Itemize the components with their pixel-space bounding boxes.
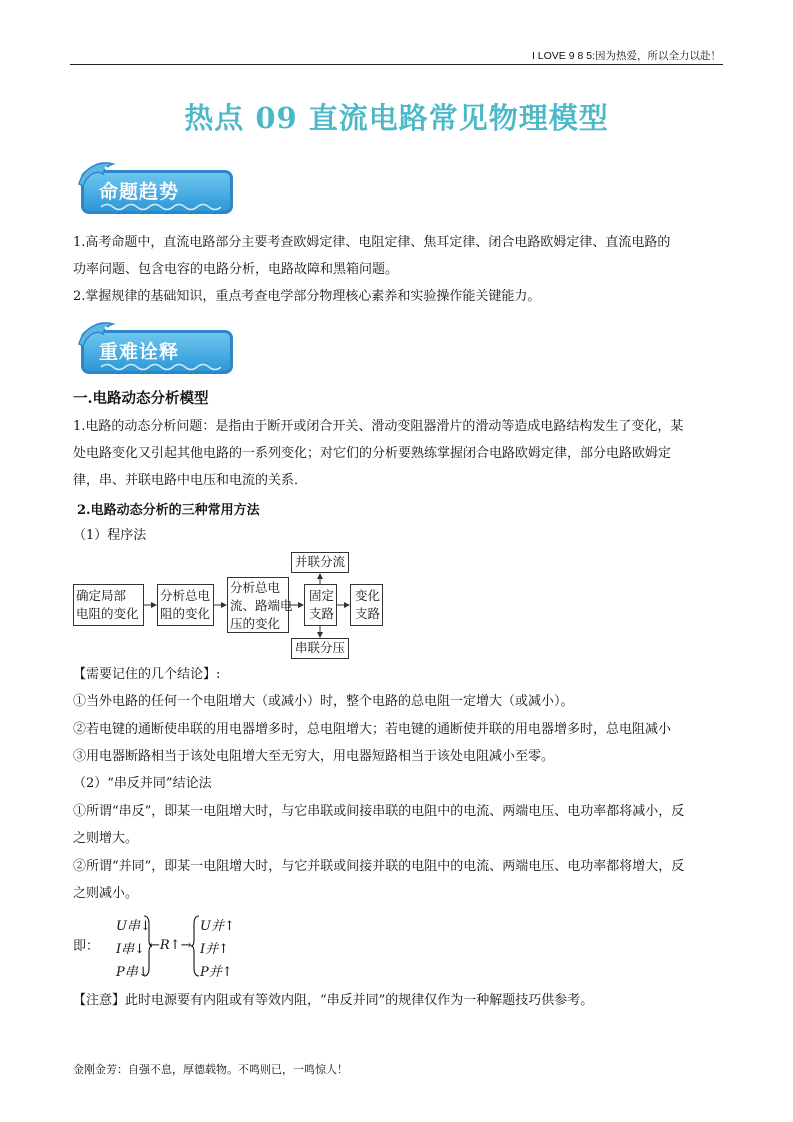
formula-middle: ←R↑→ (149, 938, 192, 953)
formula-left-3: P串↓ (116, 965, 149, 980)
flow-box-text: 变化 (355, 588, 381, 603)
left-brace-icon (190, 914, 200, 978)
header-slogan: I LOVE 9 8 5:因为热爱，所以全力以赴！ (531, 50, 721, 62)
flow-box-text: 串联分压 (295, 640, 346, 655)
conclusions-title: 【需要记住的几个结论】: (73, 667, 221, 682)
banner-label: 重难诠释 (99, 341, 180, 363)
parallel-rule-line-1: ②所谓“并同”，即某一电阻增大时，与它并联或间接并联的电阻中的电流、两端电压、电功率都将增大，反 (73, 859, 685, 874)
formula-prefix: 即： (73, 939, 100, 954)
trend-paragraph-1-line-2: 功率问题、包含电容的电路分析，电路故障和黑箱问题。 (73, 262, 399, 277)
definition-line-2: 处电路变化又引起其他电路的一系列变化；对它们的分析要熟练掌握闭合电路欧姆定律，部分电路欧姆定 (73, 446, 672, 461)
formula-right-3: P并↑ (200, 965, 233, 980)
section-heading: 一.电路动态分析模型 (73, 390, 209, 407)
conclusion-3: ③用电器断路相当于该处电阻增大至无穷大，用电器短路相当于该处电阻减小至零。 (73, 749, 555, 764)
note: 【注意】此时电源要有内阻或有等效内阻，“串反并同”的规律仅作为一种解题技巧供参考。 (73, 993, 594, 1008)
flow-box-text: 确定局部 (76, 588, 127, 603)
method-2-label: （2）“串反并同”结论法 (73, 776, 212, 791)
trend-paragraph-2: 2.掌握规律的基础知识，重点考查电学部分物理核心素养和实验操作能关键能力。 (73, 289, 541, 304)
formula-left-1: U串↓ (116, 919, 151, 934)
formula-right-2: I并↑ (200, 942, 230, 957)
banner-label: 命题趋势 (99, 181, 180, 203)
conclusion-2: ②若电键的通断使串联的用电器增多时，总电阻增大；若电键的通断使并联的用电器增多时，总电阻减小 (73, 722, 672, 737)
flow-box-text: 流、路端电 (230, 598, 293, 613)
flow-box-text: 固定 (309, 588, 335, 603)
parallel-rule-line-2: 之则减小。 (73, 886, 139, 901)
definition-line-1: 1.电路的动态分析问题：是指由于断开或闭合开关、滑动变阻器滑片的滑动等造成电路结构发生了变化，某 (73, 419, 684, 434)
flow-box-text: 支路 (355, 606, 381, 621)
formula-right-1: U并↑ (200, 919, 235, 934)
page-title: 热点 09 直流电路常见物理模型 (184, 101, 609, 135)
method-1-label: （1）程序法 (73, 528, 147, 543)
footer-motto: 金刚金芳：自强不息，厚德载物。不鸣则已，一鸣惊人！ (73, 1063, 348, 1076)
flow-box-text: 电阻的变化 (76, 606, 139, 621)
formula-left-2: I串↓ (116, 942, 146, 957)
flow-box-text: 压的变化 (230, 616, 281, 631)
flow-box-text: 分析总电 (230, 580, 281, 595)
series-rule-line-1: ①所谓“串反”，即某一电阻增大时，与它串联或间接串联的电阻中的电流、两端电压、电功率都将减小，反 (73, 804, 685, 819)
trend-paragraph-1-line-1: 1.高考命题中，直流电路部分主要考查欧姆定律、电阻定律、焦耳定律、闭合电路欧姆定律、直流电路的 (73, 235, 671, 250)
flow-box-text: 并联分流 (295, 554, 346, 569)
flow-box-text: 阻的变化 (160, 606, 211, 621)
subheading: 2.电路动态分析的三种常用方法 (77, 503, 260, 518)
series-rule-line-2: 之则增大。 (73, 831, 139, 846)
definition-line-3: 律，串、并联电路中电压和电流的关系． (73, 473, 308, 488)
flow-box-text: 分析总电 (160, 588, 211, 603)
flow-box-text: 支路 (309, 606, 335, 621)
conclusion-1: ①当外电路的任何一个电阻增大（或减小）时，整个电路的总电阻一定增大（或减小）。 (73, 694, 574, 709)
